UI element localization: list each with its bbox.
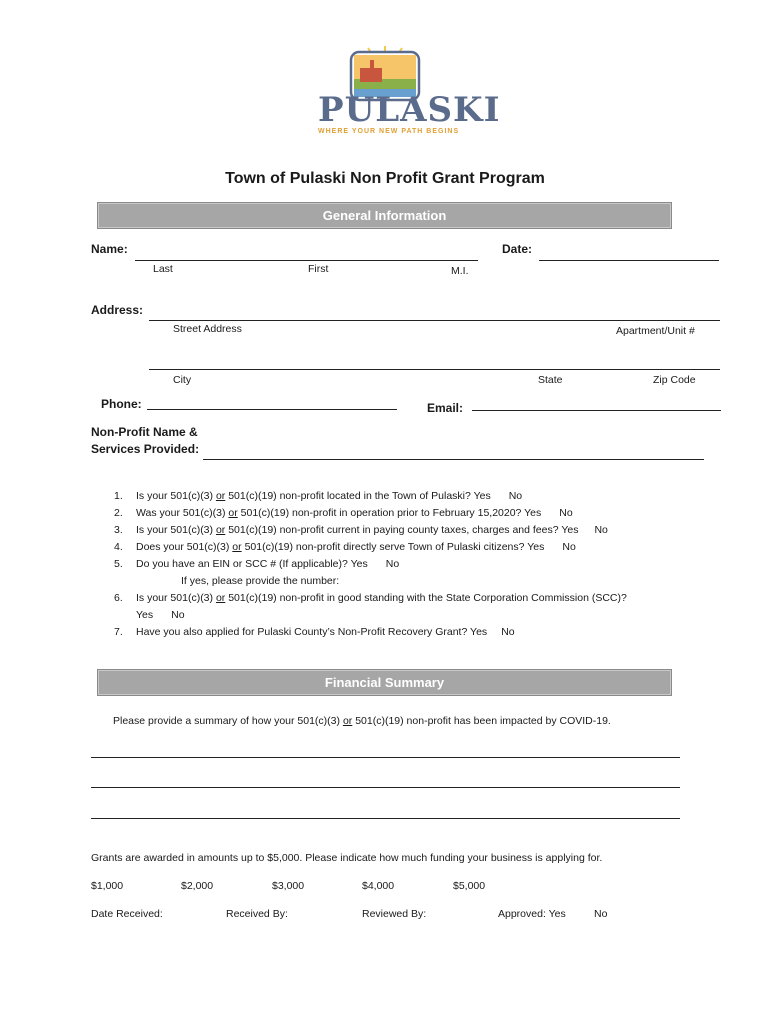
prompt-text: Please provide a summary of how your 501(c)(3) (113, 715, 341, 727)
state-caption: State (538, 374, 563, 386)
q-or: or (215, 490, 226, 502)
prompt-or: or (342, 715, 353, 727)
email-field[interactable] (472, 410, 721, 411)
amount-option-3[interactable]: $3,000 (272, 880, 305, 892)
q-num: 7. (114, 626, 123, 638)
amount-option-4[interactable]: $4,000 (362, 880, 395, 892)
q3-no-option[interactable]: No (594, 524, 608, 536)
question-5 (114, 558, 399, 570)
q-text: 501(c)(19) non-profit directly serve Town of Pulaski citizens? (244, 541, 525, 553)
zip-caption: Zip Code (653, 374, 696, 386)
grants-text: Grants are awarded in amounts up to $5,000. Please indicate how much funding your business is applying for. (91, 852, 603, 864)
city-caption: City (173, 374, 192, 386)
q-num: 3. (114, 524, 123, 536)
city-state-zip-field[interactable] (149, 369, 720, 370)
q7-yes-option[interactable]: Yes (470, 626, 488, 638)
nonprofit-label-line1: Non-Profit Name & (91, 425, 198, 439)
q-num: 4. (114, 541, 123, 553)
question-5-followup: If yes, please provide the number: (181, 575, 340, 587)
q-text: Do you have an EIN or SCC # (If applicable)? (136, 558, 348, 570)
question-3 (114, 524, 608, 536)
logo-tagline: WHERE YOUR NEW PATH BEGINS (318, 128, 460, 135)
question-6 (114, 592, 627, 604)
q-text: 501(c)(19) non-profit located in the Town of Pulaski? (228, 490, 471, 502)
q-text: Is your 501(c)(3) (136, 490, 214, 502)
q1-no-option[interactable]: No (508, 490, 523, 502)
q4-yes-option[interactable]: Yes (527, 541, 545, 553)
phone-label: Phone: (101, 397, 142, 411)
q-or: or (215, 592, 226, 604)
date-received-label: Date Received: (91, 908, 163, 920)
q3-yes-option[interactable]: Yes (561, 524, 579, 536)
name-field[interactable] (135, 260, 478, 261)
q-num: 1. (114, 490, 123, 502)
q-text: 501(c)(19) non-profit in operation prior to February 15,2020? (240, 507, 522, 519)
q-num: 5. (114, 558, 123, 570)
q-or: or (215, 524, 226, 536)
town-logo (318, 44, 501, 140)
q-text: 501(c)(19) non-profit current in paying county taxes, charges and fees? (228, 524, 559, 536)
q-num: 6. (114, 592, 123, 604)
question-4 (114, 541, 576, 553)
mi-caption: M.I. (451, 265, 469, 277)
street-caption: Street Address (173, 323, 242, 335)
q6-no-option[interactable]: No (171, 609, 185, 621)
general-information-header: General Information (97, 202, 672, 229)
q-text: Is your 501(c)(3) (136, 592, 214, 604)
financial-summary-header: Financial Summary (97, 669, 672, 696)
q5-no-option[interactable]: No (385, 558, 400, 570)
q4-no-option[interactable]: No (562, 541, 576, 553)
question-6-options (136, 609, 185, 621)
amount-option-2[interactable]: $2,000 (181, 880, 214, 892)
last-caption: Last (153, 263, 173, 275)
page-title: Town of Pulaski Non Profit Grant Program (225, 170, 545, 187)
q1-yes-option[interactable]: Yes (473, 490, 491, 502)
email-label: Email: (427, 401, 464, 415)
q-num: 2. (114, 507, 123, 519)
q-or: or (232, 541, 242, 553)
name-label: Name: (91, 242, 128, 256)
received-by-label: Received By: (226, 908, 288, 920)
question-2 (114, 507, 573, 519)
reviewed-by-label: Reviewed By: (362, 908, 427, 920)
date-label: Date: (502, 242, 533, 256)
logo-wordmark: PULASKI (318, 90, 501, 130)
q-text: Have you also applied for Pulaski County’s Non-Profit Recovery Grant? (136, 626, 468, 638)
summary-line-2[interactable] (91, 787, 680, 788)
nonprofit-label-line2: Services Provided: (91, 442, 200, 456)
q-text: 501(c)(19) non-profit in good standing with the State Corporation Commission (SCC)? (228, 592, 627, 604)
q6-yes-option[interactable]: Yes (136, 609, 154, 621)
approved-yes-option[interactable]: Approved: Yes (498, 908, 566, 920)
nonprofit-name-field[interactable] (203, 459, 704, 460)
street-address-field[interactable] (149, 320, 720, 321)
summary-line-3[interactable] (91, 818, 680, 819)
apt-caption: Apartment/Unit # (616, 325, 695, 337)
address-label: Address: (91, 303, 144, 317)
q-text: Is your 501(c)(3) (136, 524, 214, 536)
q5-yes-option[interactable]: Yes (350, 558, 368, 570)
question-1 (114, 490, 522, 502)
q7-no-option[interactable]: No (501, 626, 515, 638)
date-field[interactable] (539, 260, 719, 261)
q-or: or (228, 507, 238, 519)
amount-option-5[interactable]: $5,000 (453, 880, 486, 892)
approved-no-option[interactable]: No (594, 908, 608, 920)
first-caption: First (308, 263, 329, 275)
q2-yes-option[interactable]: Yes (524, 507, 542, 519)
covid-impact-prompt (113, 715, 611, 727)
amount-option-1[interactable]: $1,000 (91, 880, 124, 892)
q-text: Was your 501(c)(3) (136, 507, 226, 519)
summary-line-1[interactable] (91, 757, 680, 758)
phone-field[interactable] (147, 409, 397, 410)
prompt-text: 501(c)(19) non-profit has been impacted by COVID-19. (355, 715, 611, 727)
q2-no-option[interactable]: No (559, 507, 573, 519)
q-text: Does your 501(c)(3) (136, 541, 230, 553)
question-7 (114, 626, 515, 638)
